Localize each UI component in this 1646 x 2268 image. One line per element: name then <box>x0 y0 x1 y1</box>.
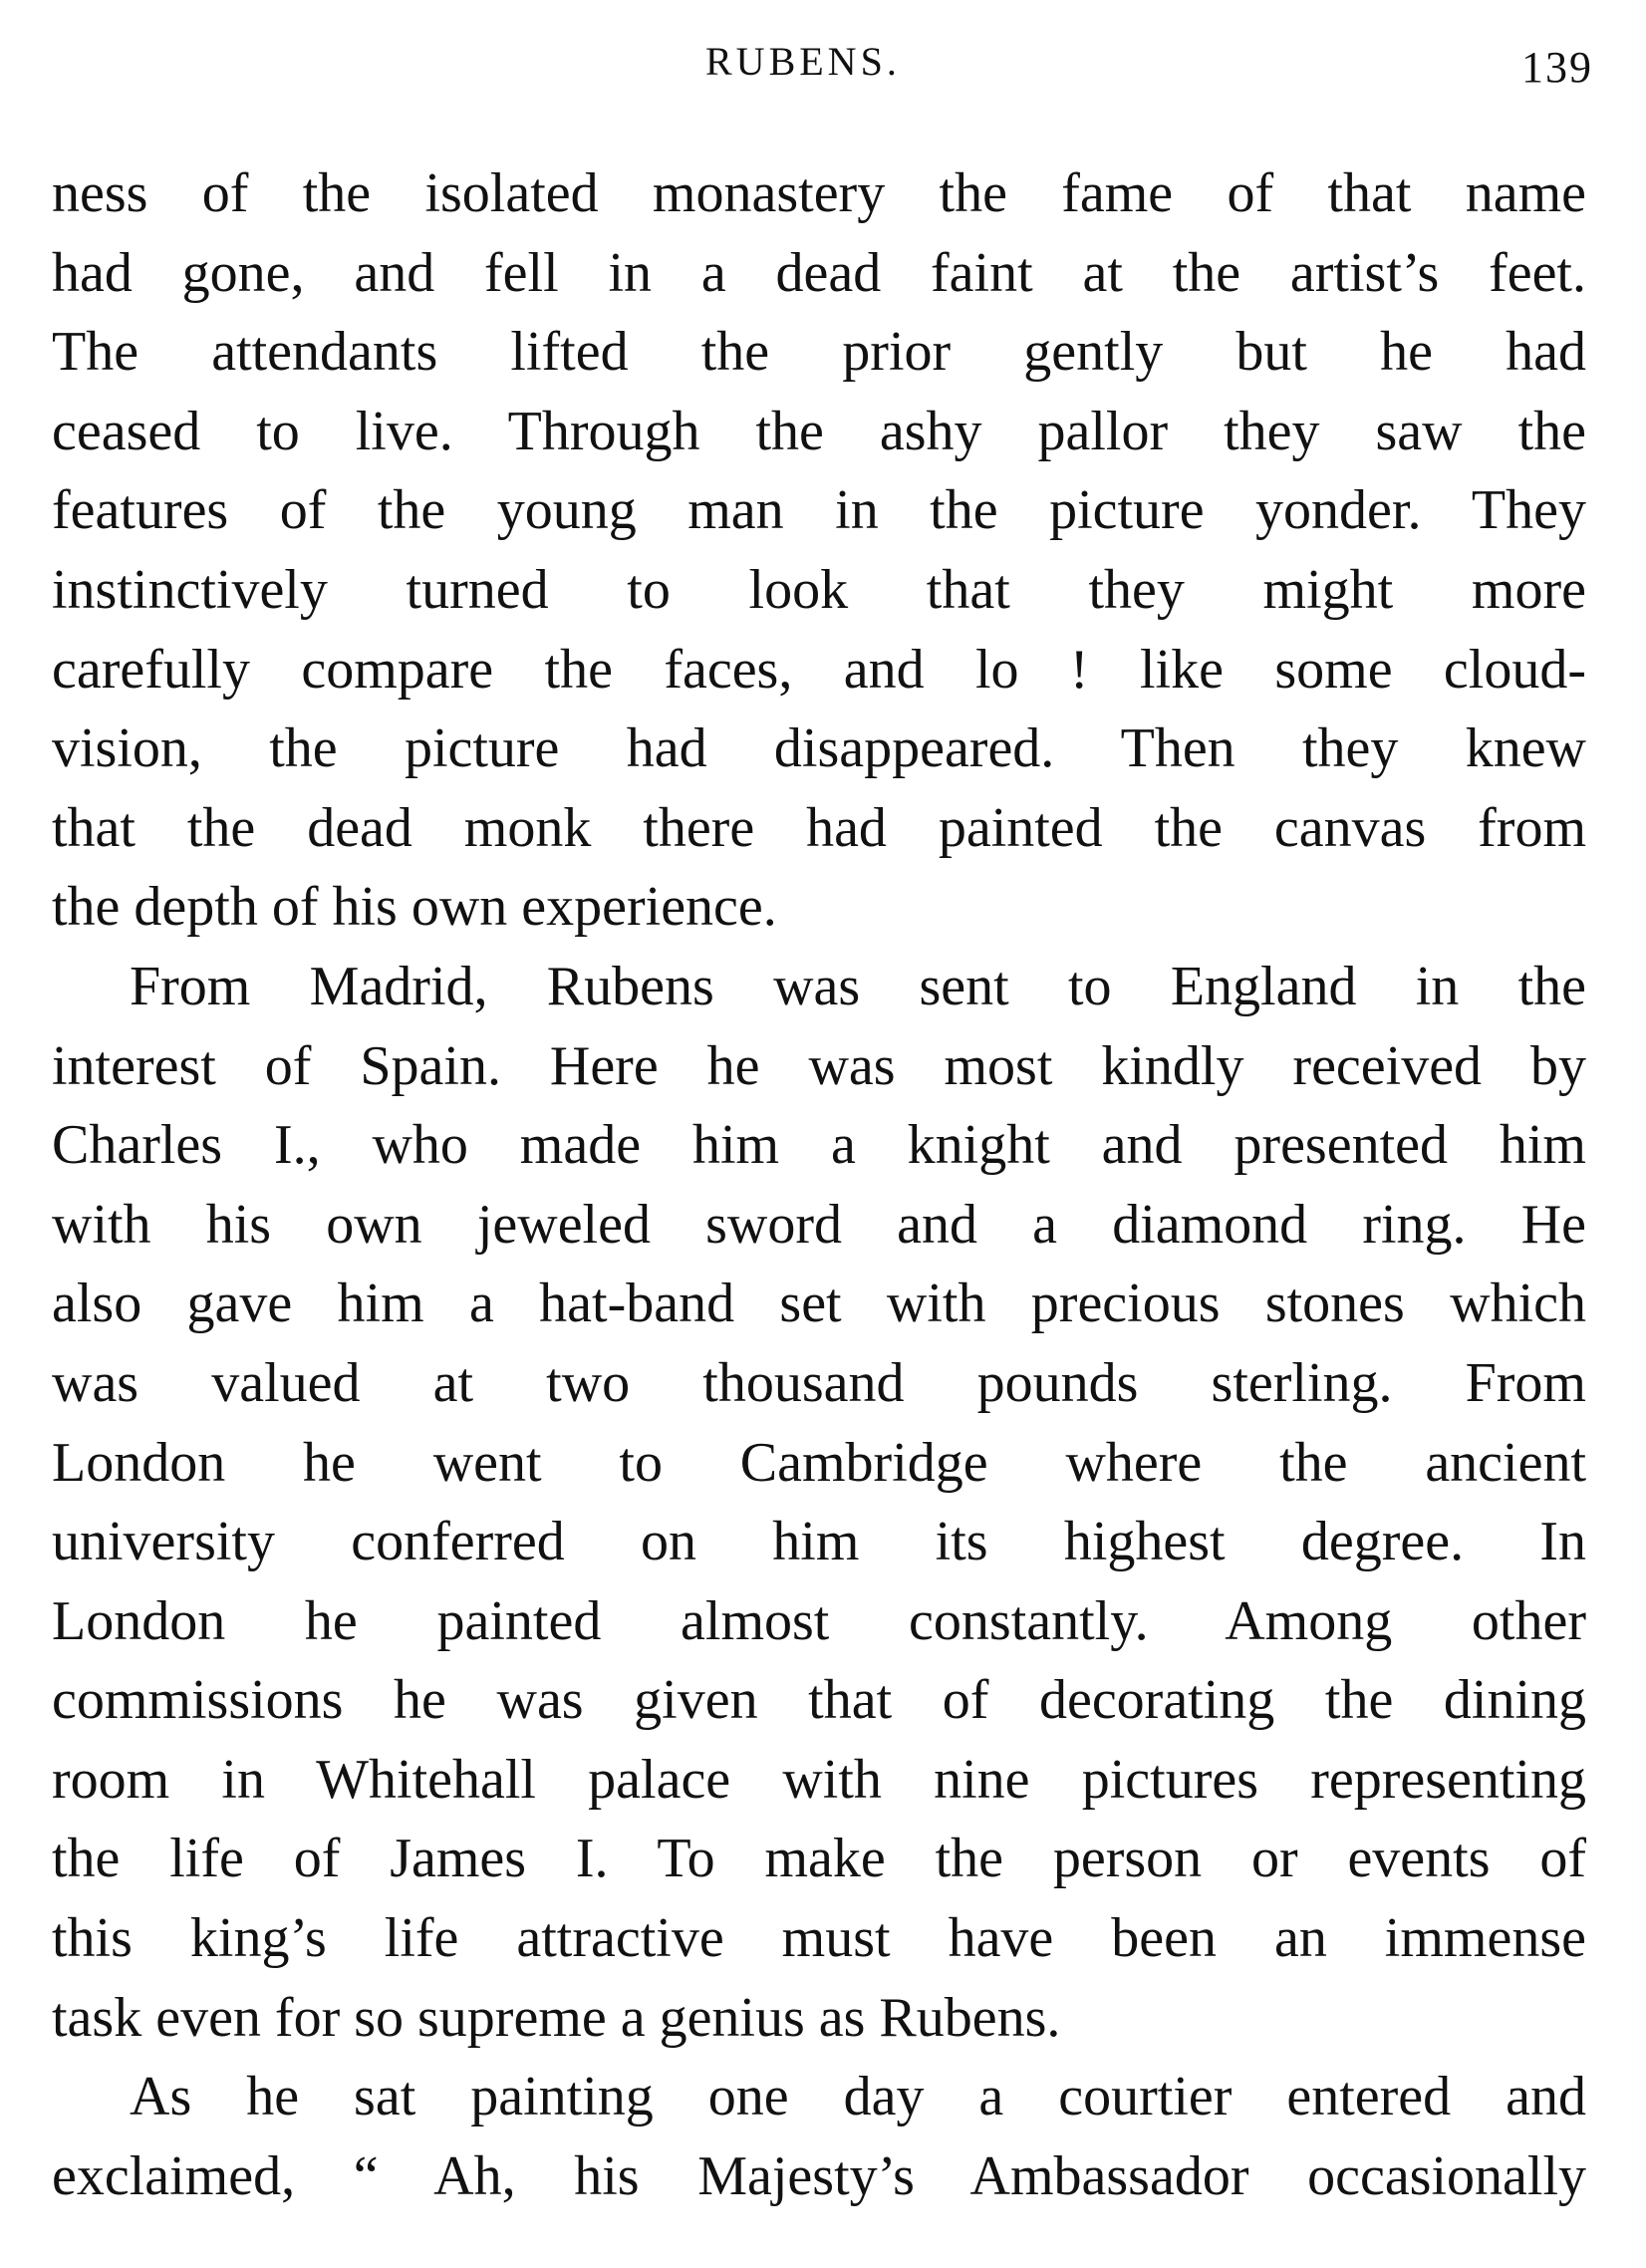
text-line: commissions he was given that of decorating the dining <box>52 1669 1586 1732</box>
text-line: room in Whitehall palace with nine pictures representing <box>52 1748 1586 1811</box>
text-line: with his own jeweled sword and a diamond ring. He <box>52 1193 1586 1256</box>
text-line: was valued at two thousand pounds sterling. From <box>52 1351 1586 1414</box>
text-line: instinctively turned to look that they might more <box>52 558 1586 621</box>
body-text <box>52 154 1586 2216</box>
page-number: 139 <box>1521 43 1593 92</box>
text-line: The attendants lifted the prior gently but he had <box>52 321 1586 384</box>
text-line: exclaimed, “ Ah, his Majesty’s Ambassador occasionally <box>52 2144 1586 2207</box>
text-line: this king’s life attractive must have been an immense <box>52 1907 1586 1970</box>
text-line: carefully compare the faces, and lo ! like some cloud- <box>52 638 1586 701</box>
running-header <box>0 38 1646 98</box>
text-line: vision, the picture had disappeared. Then they knew <box>52 717 1586 780</box>
text-line: London he went to Cambridge where the ancient <box>52 1431 1586 1494</box>
text-line: Charles I., who made him a knight and presented him <box>52 1114 1586 1177</box>
text-line: university conferred on him its highest degree. In <box>52 1511 1586 1573</box>
text-line: ceased to live. Through the ashy pallor they saw the <box>52 400 1586 462</box>
paragraph-3 <box>52 2058 1586 2216</box>
text-line: As he sat painting one day a courtier entered and <box>130 2066 1586 2128</box>
paragraph-1 <box>52 154 1586 948</box>
text-line: also gave him a hat-band set with precious stones which <box>52 1273 1586 1335</box>
text-line: task even for so supreme a genius as Rubens. <box>52 1986 1061 2049</box>
running-title: RUBENS. <box>705 39 901 84</box>
paragraph-2 <box>52 948 1586 2058</box>
text-line: interest of Spain. Here he was most kindly received by <box>52 1034 1586 1097</box>
text-line: London he painted almost constantly. Among other <box>52 1589 1586 1652</box>
text-line: that the dead monk there had painted the canvas from <box>52 796 1586 859</box>
text-line: had gone, and fell in a dead faint at the artist’s feet. <box>52 241 1586 304</box>
text-line: ness of the isolated monastery the fame of that name <box>52 162 1586 224</box>
text-line: the life of James I. To make the person or events of <box>52 1828 1586 1890</box>
text-line: the depth of his own experience. <box>52 876 777 939</box>
text-line: features of the young man in the picture yonder. They <box>52 479 1586 542</box>
text-line: From Madrid, Rubens was sent to England in the <box>130 955 1586 1017</box>
